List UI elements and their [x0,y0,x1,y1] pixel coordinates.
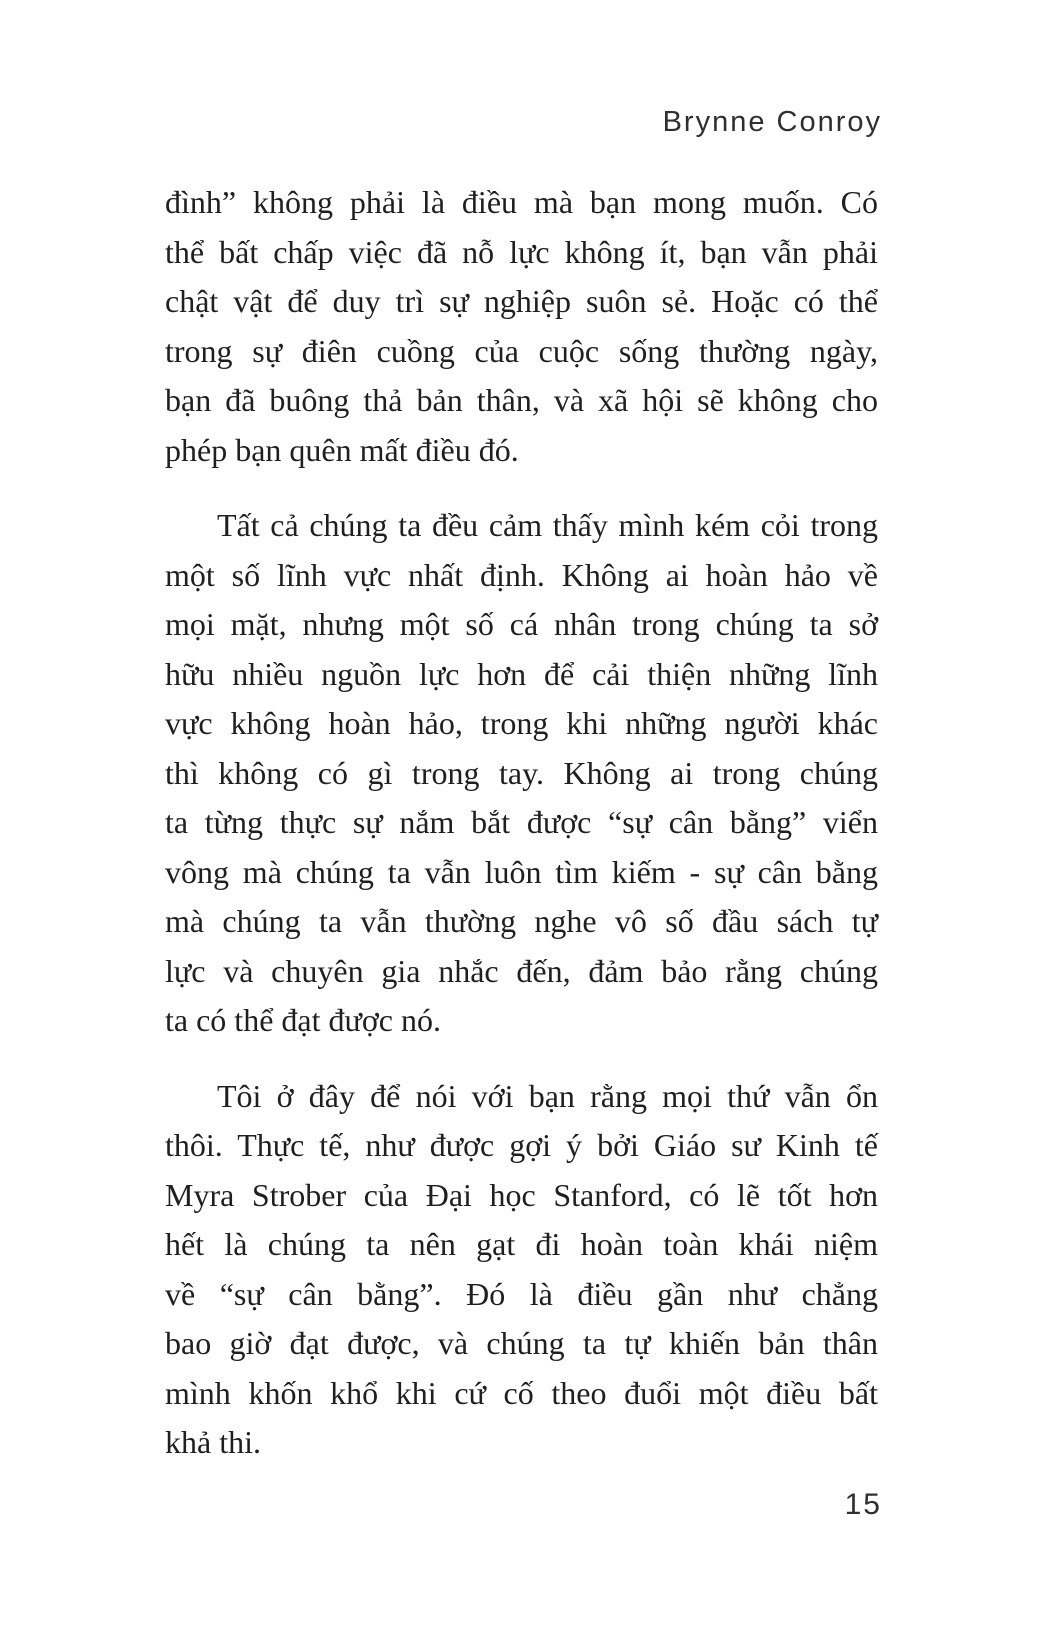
text-line: thôi. Thực tế, như được gợi ý bởi Giáo sư Kinh tế [165,1127,878,1163]
text-line: trong sự điên cuồng của cuộc sống thường ngày, [165,332,878,369]
text-line: chật vật để duy trì sự nghiệp suôn sẻ. Hoặc có thể [165,283,878,319]
text-line: về “sự cân bằng”. Đó là điều gần như chẳng [165,1275,878,1312]
text-line: hết là chúng ta nên gạt đi hoàn toàn khái niệm [165,1226,878,1262]
text-line: bao giờ đạt được, và chúng ta tự khiến bản thân [165,1325,878,1361]
text-line: Tất cả chúng ta đều cảm thấy mình kém cỏi trong [217,507,878,543]
text-line: thì không có gì trong tay. Không ai trong chúng [165,754,878,791]
text-line: khả thi. [165,1424,261,1460]
paragraph-2 [165,501,878,1046]
text-line: mọi mặt, nhưng một số cá nhân trong chúng ta sở [165,606,878,642]
text-line: vông mà chúng ta vẫn luôn tìm kiếm - sự cân bằng [165,853,878,890]
paragraph-1 [165,178,878,475]
text-line: thể bất chấp việc đã nỗ lực không ít, bạn vẫn phải [165,233,878,270]
text-line: vực không hoàn hảo, trong khi những người khác [165,705,878,741]
running-header-author: Brynne Conroy [662,106,882,138]
text-line: hữu nhiều nguồn lực hơn để cải thiện những lĩnh [165,655,878,692]
body-text [165,178,878,1468]
page-number-label: 15 [844,1488,882,1521]
text-line: bạn đã buông thả bản thân, và xã hội sẽ không cho [165,382,878,418]
text-line: lực và chuyên gia nhắc đến, đảm bảo rằng chúng [165,952,878,989]
text-line: mình khốn khổ khi cứ cố theo đuổi một điều bất [165,1374,878,1411]
text-line: một số lĩnh vực nhất định. Không ai hoàn hảo về [165,556,878,593]
text-line: Tôi ở đây để nói với bạn rằng mọi thứ vẫn ổn [217,1077,878,1114]
paragraph-3 [165,1072,878,1468]
text-line: đình” không phải là điều mà bạn mong muốn. Có [165,184,878,220]
text-line: phép bạn quên mất điều đó. [165,431,519,468]
text-line: mà chúng ta vẫn thường nghe vô số đầu sách tự [165,903,878,939]
text-line: Myra Strober của Đại học Stanford, có lẽ tốt hơn [165,1176,878,1213]
text-line: ta từng thực sự nắm bắt được “sự cân bằng” viển [165,804,878,840]
text-line: ta có thể đạt được nó. [165,1002,441,1038]
